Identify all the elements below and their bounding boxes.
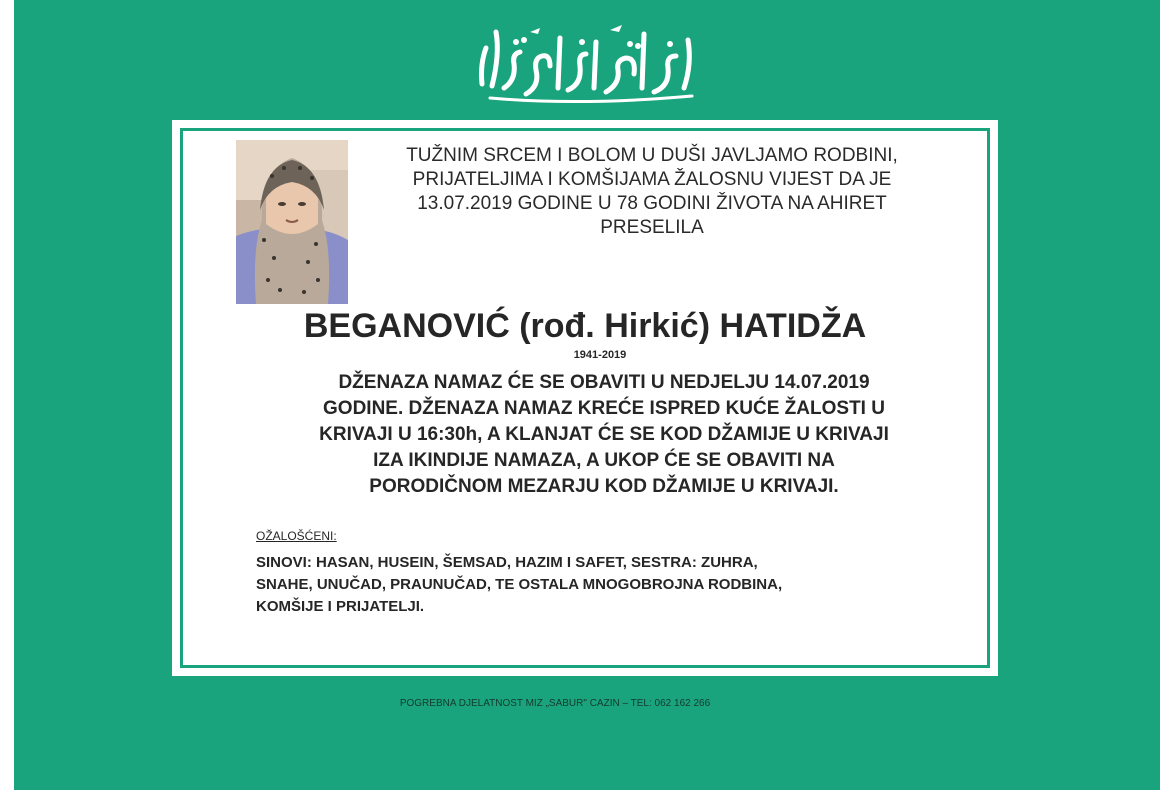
funeral-service-footer: POGREBNA DJELATNOST MIZ „SABUR" CAZIN – TEL: 062 162 266 — [399, 698, 711, 709]
deceased-name: BEGANOVIĆ (rođ. Hirkić) HATIDŽA — [303, 307, 867, 345]
announcement-intro: TUŽNIM SRCEM I BOLOM U DUŠI JAVLJAMO RODBINI, PRIJATELJIMA I KOMŠIJAMA ŽALOSNU VIJEST DA JE 13.07.2019 GODINE U 78 GODINI ŽIVOTA NA AHIRET PRESELILA — [406, 145, 898, 238]
life-years: 1941-2019 — [573, 349, 627, 361]
mourners-heading: OŽALOŠĆENI: — [256, 529, 337, 543]
mourners-list: SINOVI: HASAN, HUSEIN, ŠEMSAD, HAZIM I SAFET, SESTRA: ZUHRA, SNAHE, UNUČAD, PRAUNUČAD, TE OSTALA MNOGOBROJNA RODBINA, KOMŠIJE I PRIJATELJI. — [256, 554, 783, 615]
funeral-details: DŽENAZA NAMAZ ĆE SE OBAVITI U NEDJELJU 14.07.2019 GODINE. DŽENAZA NAMAZ KREĆE ISPRED KUĆE ŽALOSTI U KRIVAJI U 16:30h, A KLANJAT ĆE SE KOD DŽAMIJE U KRIVAJI IZA IKINDIJE NAMAZA, A UKOP ĆE SE OBAVITI NA PORODIČNOM MEZARJU KOD DŽAMIJE U KRIVAJI. — [319, 372, 889, 497]
deceased-photo — [236, 140, 348, 304]
arabic-calligraphy-logo — [470, 14, 702, 110]
